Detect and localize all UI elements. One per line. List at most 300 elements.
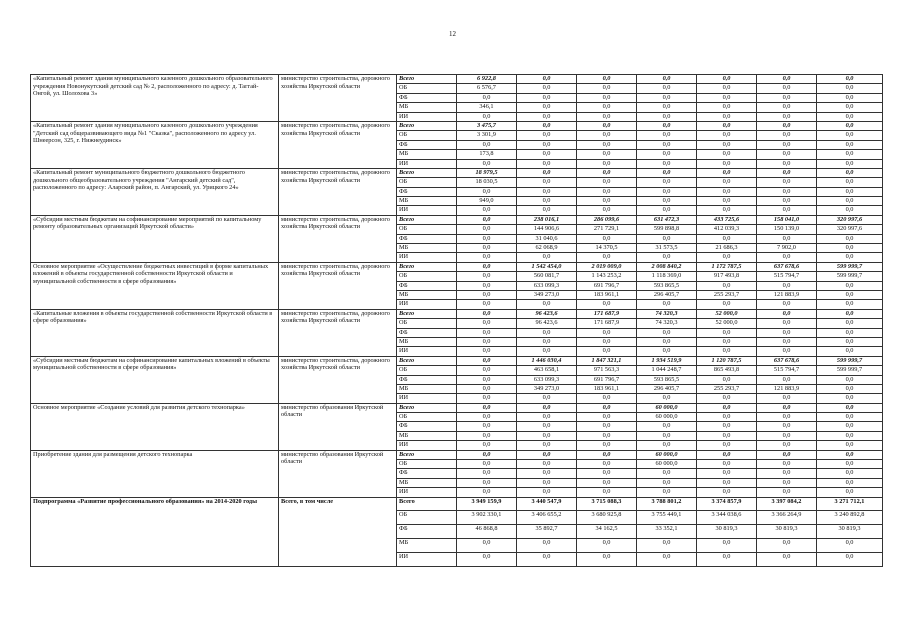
funding-source: ОБ (397, 225, 457, 234)
amount-cell: 0,0 (757, 281, 817, 290)
amount-cell: 0,0 (817, 337, 883, 346)
executor: министерство строительства, дорожного хозяйства Иркутской области (279, 121, 397, 168)
amount-cell: 0,0 (817, 478, 883, 487)
amount-cell: 6 922,8 (457, 75, 517, 84)
funding-source: Всего (397, 403, 457, 412)
amount-cell: 0,0 (577, 150, 637, 159)
amount-cell: 30 819,3 (817, 525, 883, 539)
amount-cell: 599 999,7 (817, 356, 883, 365)
funding-source: ОБ (397, 413, 457, 422)
page-number: 12 (449, 30, 456, 38)
amount-cell: 0,0 (697, 450, 757, 459)
amount-cell: 0,0 (577, 234, 637, 243)
amount-cell: 0,0 (757, 103, 817, 112)
amount-cell: 0,0 (757, 413, 817, 422)
amount-cell: 0,0 (457, 347, 517, 356)
amount-cell: 0,0 (577, 347, 637, 356)
amount-cell: 0,0 (517, 187, 577, 196)
amount-cell: 60 000,0 (637, 450, 697, 459)
measure-name: «Капитальный ремонт здания муниципального казенного дошкольного учреждения "Детский сад общеразвивающего вида №1 "Сказка", расположенного по адресу ул. Шнеерсон, 325, г. Нижнеудинск» (31, 121, 279, 168)
amount-cell: 1 847 321,1 (577, 356, 637, 365)
amount-cell: 412 039,3 (697, 225, 757, 234)
amount-cell: 3 680 925,8 (577, 511, 637, 525)
funding-source: ОБ (397, 84, 457, 93)
funding-source: ОБ (397, 178, 457, 187)
table-row (31, 356, 883, 365)
amount-cell: 0,0 (637, 441, 697, 450)
amount-cell: 0,0 (457, 366, 517, 375)
amount-cell: 0,0 (817, 75, 883, 84)
amount-cell: 0,0 (757, 347, 817, 356)
amount-cell: 0,0 (457, 300, 517, 309)
amount-cell: 0,0 (637, 478, 697, 487)
amount-cell: 60 000,0 (637, 413, 697, 422)
amount-cell: 52 000,0 (697, 319, 757, 328)
amount-cell: 255 293,7 (697, 290, 757, 299)
amount-cell: 0,0 (457, 93, 517, 102)
table-row (31, 450, 883, 459)
amount-cell: 0,0 (697, 337, 757, 346)
amount-cell: 0,0 (697, 253, 757, 262)
amount-cell: 0,0 (457, 309, 517, 318)
funding-source: МБ (397, 478, 457, 487)
executor: министерство образования Иркутской области (279, 403, 397, 450)
table-row (31, 168, 883, 177)
funding-source: ИИ (397, 488, 457, 497)
amount-cell: 18 979,5 (457, 168, 517, 177)
amount-cell: 0,0 (637, 168, 697, 177)
amount-cell: 0,0 (637, 150, 697, 159)
amount-cell: 0,0 (457, 225, 517, 234)
amount-cell: 0,0 (577, 450, 637, 459)
amount-cell: 0,0 (637, 112, 697, 121)
funding-source: ОБ (397, 319, 457, 328)
amount-cell: 0,0 (457, 413, 517, 422)
amount-cell: 0,0 (817, 431, 883, 440)
amount-cell: 0,0 (817, 422, 883, 431)
funding-source: ОБ (397, 460, 457, 469)
funding-source: ФБ (397, 187, 457, 196)
amount-cell: 0,0 (697, 168, 757, 177)
amount-cell: 14 370,5 (577, 244, 637, 253)
funding-source: ИИ (397, 112, 457, 121)
funding-source: Всего (397, 356, 457, 365)
amount-cell: 0,0 (517, 478, 577, 487)
amount-cell: 0,0 (577, 253, 637, 262)
funding-source: ФБ (397, 140, 457, 149)
amount-cell: 0,0 (697, 552, 757, 566)
amount-cell: 0,0 (457, 215, 517, 224)
amount-cell: 3 397 084,2 (757, 497, 817, 511)
amount-cell: 31 040,6 (517, 234, 577, 243)
amount-cell: 1 934 519,9 (637, 356, 697, 365)
amount-cell: 0,0 (637, 131, 697, 140)
amount-cell: 0,0 (817, 206, 883, 215)
amount-cell: 0,0 (517, 206, 577, 215)
amount-cell: 0,0 (817, 140, 883, 149)
amount-cell: 0,0 (577, 469, 637, 478)
amount-cell: 0,0 (517, 403, 577, 412)
amount-cell: 255 293,7 (697, 384, 757, 393)
measure-name: «Капитальные вложения в объекты государственной собственности Иркутской области в сфере образования» (31, 309, 279, 356)
amount-cell: 0,0 (697, 422, 757, 431)
funding-source: МБ (397, 103, 457, 112)
amount-cell: 0,0 (757, 234, 817, 243)
amount-cell: 0,0 (817, 281, 883, 290)
amount-cell: 0,0 (457, 319, 517, 328)
amount-cell: 0,0 (697, 197, 757, 206)
amount-cell: 0,0 (697, 478, 757, 487)
measure-name: «Субсидии местным бюджетам на софинансирование капитальных вложений в объекты муниципальной собственности в сфере образования» (31, 356, 279, 403)
amount-cell: 560 081,7 (517, 272, 577, 281)
amount-cell: 3 949 159,9 (457, 497, 517, 511)
amount-cell: 515 794,7 (757, 366, 817, 375)
executor: министерство строительства, дорожного хозяйства Иркутской области (279, 356, 397, 403)
funding-source: ИИ (397, 441, 457, 450)
amount-cell: 0,0 (517, 140, 577, 149)
amount-cell: 0,0 (517, 431, 577, 440)
amount-cell: 52 000,0 (697, 309, 757, 318)
amount-cell: 0,0 (757, 178, 817, 187)
amount-cell: 0,0 (637, 253, 697, 262)
amount-cell: 0,0 (577, 197, 637, 206)
amount-cell: 0,0 (517, 337, 577, 346)
amount-cell: 0,0 (817, 413, 883, 422)
amount-cell: 0,0 (817, 375, 883, 384)
amount-cell: 0,0 (817, 469, 883, 478)
amount-cell: 320 997,6 (817, 215, 883, 224)
executor: министерство образования Иркутской области (279, 450, 397, 497)
funding-source: Всего (397, 309, 457, 318)
amount-cell: 0,0 (637, 431, 697, 440)
executor: министерство строительства, дорожного хозяйства Иркутской области (279, 168, 397, 215)
funding-source: ФБ (397, 525, 457, 539)
amount-cell: 0,0 (517, 347, 577, 356)
funding-source: ФБ (397, 281, 457, 290)
funding-source: ИИ (397, 552, 457, 566)
amount-cell: 0,0 (817, 394, 883, 403)
amount-cell: 0,0 (517, 450, 577, 459)
amount-cell: 2 008 840,2 (637, 262, 697, 271)
amount-cell: 0,0 (457, 244, 517, 253)
amount-cell: 173,8 (457, 150, 517, 159)
amount-cell: 3 374 857,9 (697, 497, 757, 511)
amount-cell: 0,0 (577, 441, 637, 450)
amount-cell: 0,0 (757, 469, 817, 478)
amount-cell: 286 099,6 (577, 215, 637, 224)
amount-cell: 0,0 (697, 441, 757, 450)
amount-cell: 515 794,7 (757, 272, 817, 281)
amount-cell: 691 796,7 (577, 281, 637, 290)
amount-cell: 0,0 (517, 121, 577, 130)
amount-cell: 0,0 (817, 403, 883, 412)
amount-cell: 1 143 253,2 (577, 272, 637, 281)
amount-cell: 599 898,8 (637, 225, 697, 234)
amount-cell: 0,0 (517, 112, 577, 121)
amount-cell: 0,0 (697, 469, 757, 478)
amount-cell: 0,0 (817, 441, 883, 450)
amount-cell: 0,0 (577, 159, 637, 168)
amount-cell: 34 162,5 (577, 525, 637, 539)
amount-cell: 18 030,5 (457, 178, 517, 187)
amount-cell: 0,0 (817, 300, 883, 309)
amount-cell: 0,0 (457, 262, 517, 271)
amount-cell: 0,0 (697, 300, 757, 309)
measure-name: Основное мероприятие «Осуществление бюджетных инвестиций в форме капитальных вложений в объекты государственной собственности Иркутской области и муниципальной собственности в сфере образования» (31, 262, 279, 309)
table-row (31, 497, 883, 511)
amount-cell: 0,0 (757, 337, 817, 346)
amount-cell: 0,0 (817, 384, 883, 393)
funding-source: ФБ (397, 375, 457, 384)
amount-cell: 296 405,7 (637, 290, 697, 299)
amount-cell: 0,0 (577, 403, 637, 412)
amount-cell: 0,0 (517, 93, 577, 102)
amount-cell: 0,0 (637, 300, 697, 309)
amount-cell: 3 440 547,9 (517, 497, 577, 511)
amount-cell: 0,0 (457, 290, 517, 299)
amount-cell: 0,0 (517, 168, 577, 177)
amount-cell: 0,0 (697, 159, 757, 168)
amount-cell: 0,0 (697, 538, 757, 552)
amount-cell: 0,0 (637, 121, 697, 130)
amount-cell: 3 406 655,2 (517, 511, 577, 525)
amount-cell: 3 366 264,9 (757, 511, 817, 525)
amount-cell: 1 044 248,7 (637, 366, 697, 375)
amount-cell: 0,0 (517, 552, 577, 566)
funding-source: МБ (397, 431, 457, 440)
amount-cell: 0,0 (637, 178, 697, 187)
amount-cell: 1 120 787,5 (697, 356, 757, 365)
amount-cell: 0,0 (697, 347, 757, 356)
amount-cell: 0,0 (817, 187, 883, 196)
amount-cell: 0,0 (457, 469, 517, 478)
amount-cell: 0,0 (757, 206, 817, 215)
amount-cell: 0,0 (697, 206, 757, 215)
table-row (31, 215, 883, 224)
amount-cell: 349 273,0 (517, 290, 577, 299)
amount-cell: 0,0 (457, 552, 517, 566)
amount-cell: 6 576,7 (457, 84, 517, 93)
amount-cell: 0,0 (577, 328, 637, 337)
amount-cell: 0,0 (697, 328, 757, 337)
amount-cell: 96 423,6 (517, 319, 577, 328)
amount-cell: 0,0 (457, 253, 517, 262)
amount-cell: 74 320,3 (637, 309, 697, 318)
amount-cell: 0,0 (517, 394, 577, 403)
amount-cell: 0,0 (457, 272, 517, 281)
funding-source: ОБ (397, 272, 457, 281)
amount-cell: 3 715 088,3 (577, 497, 637, 511)
funding-source: Всего (397, 215, 457, 224)
amount-cell: 3 902 330,1 (457, 511, 517, 525)
amount-cell: 1 118 369,0 (637, 272, 697, 281)
amount-cell: 1 542 454,0 (517, 262, 577, 271)
amount-cell: 0,0 (697, 394, 757, 403)
amount-cell: 593 865,5 (637, 281, 697, 290)
amount-cell: 0,0 (817, 309, 883, 318)
amount-cell: 0,0 (577, 168, 637, 177)
amount-cell: 0,0 (757, 488, 817, 497)
amount-cell: 0,0 (517, 460, 577, 469)
amount-cell: 633 099,3 (517, 281, 577, 290)
amount-cell: 0,0 (637, 206, 697, 215)
amount-cell: 637 678,6 (757, 262, 817, 271)
funding-source: ИИ (397, 300, 457, 309)
amount-cell: 0,0 (577, 413, 637, 422)
amount-cell: 46 868,8 (457, 525, 517, 539)
amount-cell: 0,0 (697, 75, 757, 84)
amount-cell: 0,0 (517, 469, 577, 478)
measure-name: «Капитальный ремонт здания муниципального казенного дошкольного образовательного учреждения Новонукутский детский сад № 2, расположенного по адресу: д. Таггай-Онгой, ул. Шолохова 3» (31, 75, 279, 122)
funding-source: МБ (397, 384, 457, 393)
amount-cell: 0,0 (517, 328, 577, 337)
funding-source: ИИ (397, 253, 457, 262)
amount-cell: 0,0 (757, 168, 817, 177)
amount-cell: 0,0 (637, 552, 697, 566)
amount-cell: 0,0 (517, 488, 577, 497)
amount-cell: 3 271 712,1 (817, 497, 883, 511)
amount-cell: 0,0 (817, 112, 883, 121)
amount-cell: 0,0 (577, 103, 637, 112)
amount-cell: 0,0 (697, 121, 757, 130)
amount-cell: 0,0 (517, 103, 577, 112)
funding-source: ФБ (397, 469, 457, 478)
amount-cell: 971 563,3 (577, 366, 637, 375)
amount-cell: 0,0 (697, 187, 757, 196)
amount-cell: 631 472,3 (637, 215, 697, 224)
amount-cell: 0,0 (637, 347, 697, 356)
amount-cell: 121 883,9 (757, 384, 817, 393)
amount-cell: 35 892,7 (517, 525, 577, 539)
amount-cell: 0,0 (457, 206, 517, 215)
amount-cell: 0,0 (757, 300, 817, 309)
measure-name: Подпрограмма «Развитие профессионального образования» на 2014-2020 годы (31, 497, 279, 566)
amount-cell: 0,0 (637, 394, 697, 403)
amount-cell: 0,0 (517, 131, 577, 140)
funding-source: Всего (397, 75, 457, 84)
funding-source: ИИ (397, 347, 457, 356)
funding-source: МБ (397, 337, 457, 346)
amount-cell: 0,0 (757, 159, 817, 168)
amount-cell: 0,0 (577, 75, 637, 84)
funding-source: Всего (397, 497, 457, 511)
amount-cell: 0,0 (697, 281, 757, 290)
amount-cell: 0,0 (577, 488, 637, 497)
amount-cell: 320 997,6 (817, 225, 883, 234)
amount-cell: 30 819,3 (757, 525, 817, 539)
funding-source: ИИ (397, 206, 457, 215)
funding-source: МБ (397, 538, 457, 552)
amount-cell: 0,0 (817, 290, 883, 299)
amount-cell: 0,0 (577, 538, 637, 552)
amount-cell: 0,0 (457, 234, 517, 243)
amount-cell: 949,0 (457, 197, 517, 206)
amount-cell: 0,0 (757, 375, 817, 384)
amount-cell: 0,0 (577, 422, 637, 431)
amount-cell: 0,0 (817, 103, 883, 112)
amount-cell: 0,0 (637, 197, 697, 206)
amount-cell: 0,0 (757, 394, 817, 403)
funding-source: Всего (397, 450, 457, 459)
amount-cell: 0,0 (457, 431, 517, 440)
amount-cell: 0,0 (757, 450, 817, 459)
amount-cell: 0,0 (817, 450, 883, 459)
funding-source: ОБ (397, 366, 457, 375)
amount-cell: 0,0 (577, 460, 637, 469)
amount-cell: 33 352,1 (637, 525, 697, 539)
amount-cell: 0,0 (817, 234, 883, 243)
amount-cell: 0,0 (757, 187, 817, 196)
amount-cell: 62 068,9 (517, 244, 577, 253)
amount-cell: 0,0 (637, 93, 697, 102)
amount-cell: 21 686,3 (697, 244, 757, 253)
amount-cell: 30 819,3 (697, 525, 757, 539)
amount-cell: 0,0 (577, 140, 637, 149)
amount-cell: 0,0 (817, 253, 883, 262)
amount-cell: 0,0 (637, 488, 697, 497)
executor: министерство строительства, дорожного хозяйства Иркутской области (279, 215, 397, 262)
amount-cell: 0,0 (817, 121, 883, 130)
amount-cell: 0,0 (577, 478, 637, 487)
amount-cell: 0,0 (697, 140, 757, 149)
amount-cell: 0,0 (697, 488, 757, 497)
amount-cell: 0,0 (757, 309, 817, 318)
amount-cell: 1 172 787,5 (697, 262, 757, 271)
amount-cell: 865 493,8 (697, 366, 757, 375)
amount-cell: 0,0 (457, 403, 517, 412)
amount-cell: 0,0 (637, 103, 697, 112)
amount-cell: 2 019 009,0 (577, 262, 637, 271)
amount-cell: 0,0 (517, 197, 577, 206)
amount-cell: 0,0 (457, 538, 517, 552)
measure-name: Приобретение здания для размещения детского технопарка (31, 450, 279, 497)
amount-cell: 0,0 (757, 441, 817, 450)
funding-source: МБ (397, 244, 457, 253)
amount-cell: 0,0 (457, 337, 517, 346)
executor: министерство строительства, дорожного хозяйства Иркутской области (279, 75, 397, 122)
amount-cell: 0,0 (817, 178, 883, 187)
amount-cell: 0,0 (457, 384, 517, 393)
amount-cell: 0,0 (757, 121, 817, 130)
amount-cell: 0,0 (637, 187, 697, 196)
funding-source: ИИ (397, 159, 457, 168)
amount-cell: 0,0 (757, 478, 817, 487)
amount-cell: 0,0 (757, 150, 817, 159)
amount-cell: 0,0 (577, 431, 637, 440)
amount-cell: 0,0 (637, 538, 697, 552)
amount-cell: 1 446 030,4 (517, 356, 577, 365)
amount-cell: 0,0 (757, 112, 817, 121)
amount-cell: 60 000,0 (637, 403, 697, 412)
amount-cell: 3 788 801,2 (637, 497, 697, 511)
amount-cell: 0,0 (457, 422, 517, 431)
amount-cell: 0,0 (817, 244, 883, 253)
amount-cell: 171 687,9 (577, 319, 637, 328)
amount-cell: 0,0 (457, 112, 517, 121)
funding-source: МБ (397, 290, 457, 299)
amount-cell: 0,0 (697, 178, 757, 187)
amount-cell: 0,0 (457, 328, 517, 337)
amount-cell: 599 999,7 (817, 272, 883, 281)
funding-source: МБ (397, 150, 457, 159)
amount-cell: 0,0 (577, 84, 637, 93)
amount-cell: 0,0 (457, 488, 517, 497)
amount-cell: 0,0 (457, 281, 517, 290)
amount-cell: 0,0 (577, 112, 637, 121)
amount-cell: 0,0 (817, 93, 883, 102)
amount-cell: 917 493,8 (697, 272, 757, 281)
amount-cell: 74 320,3 (637, 319, 697, 328)
